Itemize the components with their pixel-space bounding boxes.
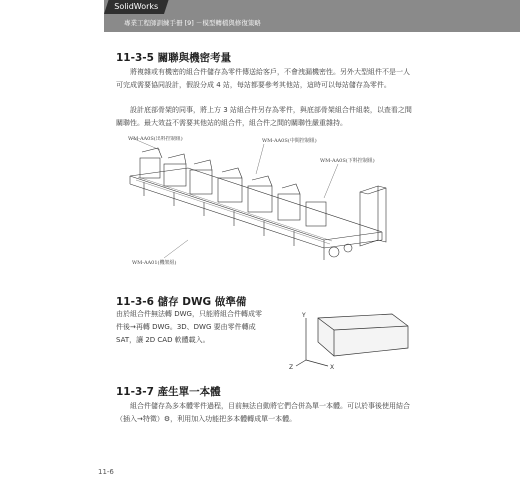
cabinet-front — [360, 186, 378, 246]
header-tag — [104, 0, 168, 14]
box-axis-figure — [284, 308, 412, 372]
callout-outfeed-control: WM-AA0S(出料控制組) — [128, 136, 183, 142]
z-axis-line — [296, 360, 306, 366]
z-axis-label: Z — [289, 364, 294, 371]
section-11-3-5-paragraph-2: 設計底部骨架的同事，將上方 3 站組合件另存為零件，與底部骨架組合件組裝，以查看之間關聯性。最大效益不需要其他站的組合件，組合件之間的關聯性嚴重雜持。 — [116, 106, 412, 127]
callout-infeed-control: WM-AA0S(下料控制組) — [320, 158, 375, 164]
section-11-3-6-paragraph: 由於組合件無法轉 DWG，只能將組合件轉成零件後→再轉 DWG。3D、DWG 要由零件轉成 SAT，讓 2D CAD 軟體載入。 — [116, 310, 262, 344]
section-title-11-3-6: 11-3-6 儲存 DWG 做準備 — [116, 296, 247, 308]
assembly-drawing — [124, 136, 400, 274]
header-tag-text: SolidWorks — [114, 2, 159, 11]
section-11-3-7-paragraph: 組合件儲存為多本體零件過程，目前無法自動將它們合併為單一本體。可以於事後使用結合（插入→特徵）⚙，利用加入功能把多本體轉成單一本體。 — [116, 402, 410, 423]
box-shape — [318, 314, 408, 356]
header-subtitle: 專業工程師訓練手冊 [9] －模型轉檔與修復策略 — [124, 19, 261, 27]
callout-frame: WM-AA01(機架組) — [132, 260, 177, 266]
callout-middle-control: WM-AA0S(中間控制組) — [262, 138, 317, 144]
section-title-11-3-7: 11-3-7 產生單一本體 — [116, 386, 221, 398]
x-axis-line — [306, 360, 328, 366]
section-title-11-3-5: 11-3-5 關聯與機密考量 — [116, 52, 232, 64]
section-11-3-5-paragraph-1: 將複雜或有機密的組合件儲存為零件傳送給客戶，不會洩漏機密性。另外大型組件不是一人可完成需要協同設計，假設分成 4 站，每站都要參考其他站，這時可以每站儲存為零件。 — [116, 68, 410, 89]
x-axis-label: X — [330, 364, 335, 371]
page-number: 11-6 — [98, 468, 114, 476]
y-axis-label: Y — [302, 312, 306, 319]
